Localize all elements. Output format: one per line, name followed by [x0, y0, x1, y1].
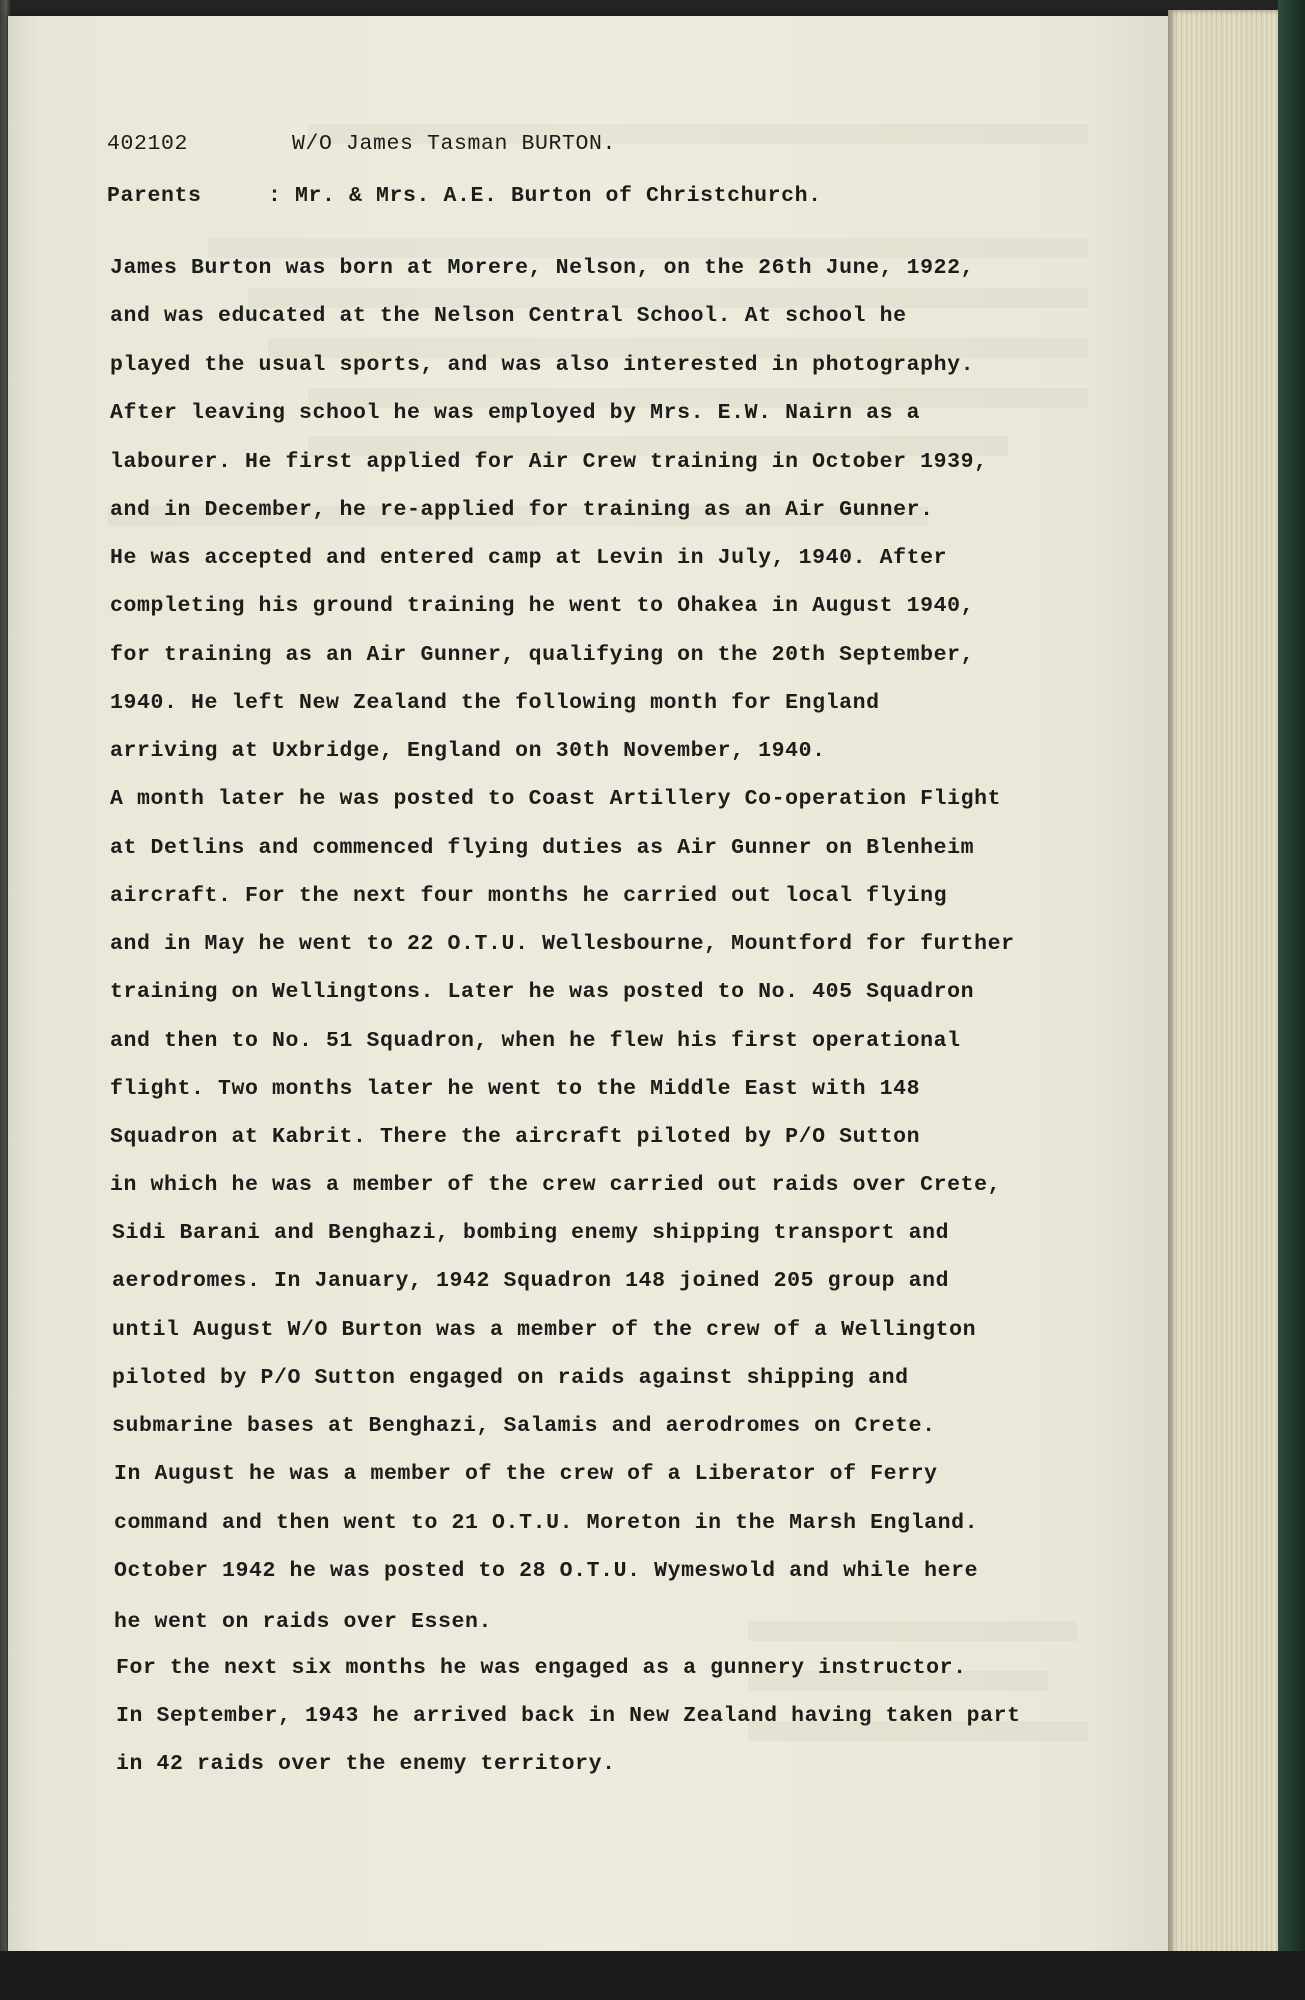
bottom-shadow [0, 1951, 1305, 2000]
body-line: for training as an Air Gunner, qualifying on the 20th September, [110, 643, 975, 667]
parents-value: : Mr. & Mrs. A.E. Burton of Christchurch. [268, 184, 822, 208]
body-line: He was accepted and entered camp at Levin in July, 1940. After [110, 546, 948, 570]
body-line: In August he was a member of the crew of a Liberator of Ferry [114, 1462, 938, 1486]
body-line: October 1942 he was posted to 28 O.T.U. Wymeswold and while here [114, 1559, 979, 1583]
body-line: flight. Two months later he went to the Middle East with 148 [110, 1077, 921, 1101]
body-line: in which he was a member of the crew carried out raids over Crete, [110, 1173, 1002, 1197]
body-line: 1940. He left New Zealand the following month for England [110, 691, 880, 715]
body-line: arriving at Uxbridge, England on 30th November, 1940. [110, 739, 826, 763]
body-line: Squadron at Kabrit. There the aircraft piloted by P/O Sutton [110, 1125, 921, 1149]
body-line: training on Wellingtons. Later he was posted to No. 405 Squadron [110, 980, 975, 1004]
body-line: and in December, he re-applied for training as an Air Gunner. [110, 498, 934, 522]
body-line: in 42 raids over the enemy territory. [116, 1752, 616, 1776]
body-line: aircraft. For the next four months he carried out local flying [110, 884, 948, 908]
body-line: at Detlins and commenced flying duties as Air Gunner on Blenheim [110, 836, 975, 860]
body-line: aerodromes. In January, 1942 Squadron 148 joined 205 group and [112, 1269, 950, 1293]
body-line: After leaving school he was employed by Mrs. E.W. Nairn as a [110, 401, 921, 425]
body-line: until August W/O Burton was a member of the crew of a Wellington [112, 1318, 977, 1342]
body-line: A month later he was posted to Coast Artillery Co-operation Flight [110, 787, 1002, 811]
body-line: In September, 1943 he arrived back in New Zealand having taken part [116, 1704, 1021, 1728]
body-line: For the next six months he was engaged as a gunnery instructor. [116, 1656, 967, 1680]
body-line: piloted by P/O Sutton engaged on raids against shipping and [112, 1366, 909, 1390]
person-name: W/O James Tasman BURTON. [292, 132, 617, 156]
service-number: 402102 [107, 132, 189, 156]
page-stack-edges [1168, 10, 1278, 1965]
body-line: James Burton was born at Morere, Nelson, on the 26th June, 1922, [110, 256, 975, 280]
body-line: and was educated at the Nelson Central School. At school he [110, 304, 907, 328]
body-line: labourer. He first applied for Air Crew training in October 1939, [110, 450, 988, 474]
body-line: completing his ground training he went to Ohakea in August 1940, [110, 594, 975, 618]
body-line: played the usual sports, and was also interested in photography. [110, 353, 975, 377]
body-line: submarine bases at Benghazi, Salamis and aerodromes on Crete. [112, 1414, 936, 1438]
parents-label: Parents [107, 184, 202, 208]
body-line: and in May he went to 22 O.T.U. Wellesbourne, Mountford for further [110, 932, 1015, 956]
body-line: command and then went to 21 O.T.U. Moreton in the Marsh England. [114, 1511, 979, 1535]
book-spine [1278, 0, 1305, 2000]
body-line: he went on raids over Essen. [114, 1610, 493, 1634]
body-line: Sidi Barani and Benghazi, bombing enemy shipping transport and [112, 1221, 950, 1245]
body-line: and then to No. 51 Squadron, when he flew his first operational [110, 1029, 961, 1053]
